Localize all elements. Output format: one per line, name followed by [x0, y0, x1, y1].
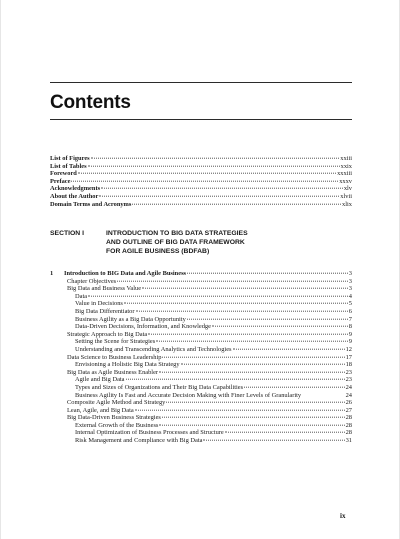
- chapter-title: Introduction to BIG Data and Agile Business: [64, 270, 187, 277]
- chapter-page: 3: [348, 270, 352, 277]
- toc-entry-label: Data Science to Business Leadership: [67, 353, 162, 361]
- chapter-number: 1: [50, 270, 54, 277]
- toc-entry-label: Domain Terms and Acronyms: [50, 200, 132, 208]
- leader-dots: [124, 303, 348, 304]
- toc-entry[interactable]: [50, 331, 352, 339]
- toc-entry-page: xlix: [342, 200, 352, 208]
- toc-entry-page: 26: [345, 399, 352, 407]
- toc-entry[interactable]: [50, 185, 352, 193]
- chapter-entry[interactable]: [50, 270, 352, 278]
- section-title: [106, 229, 352, 257]
- toc-entry-page: 3: [348, 277, 352, 285]
- title-rule: [50, 119, 352, 120]
- leader-dots: [142, 288, 348, 289]
- toc-entry-page: 24: [345, 391, 352, 399]
- leader-dots: [71, 180, 338, 181]
- leader-dots: [126, 379, 345, 380]
- leader-dots: [203, 440, 344, 441]
- toc-entry-page: 31: [345, 437, 352, 445]
- toc-entry-label: Setting the Scene for Strategies: [75, 338, 156, 346]
- toc-entry-label: Types and Sizes of Organizations and Their Big Data Capabilities: [75, 383, 244, 391]
- toc-entry-label: Strategic Approach to Big Data: [67, 330, 148, 338]
- toc-entry-page: 28: [345, 421, 352, 429]
- toc-entry-page: 5: [348, 300, 352, 308]
- toc-entry-label: Lean, Agile, and Big Data: [67, 406, 134, 414]
- leader-dots: [88, 165, 340, 166]
- toc-entry-page: 23: [345, 376, 352, 384]
- toc-entry-page: 4: [348, 292, 352, 300]
- toc-entry[interactable]: [50, 285, 352, 293]
- toc-entry-label: About the Author: [50, 192, 99, 200]
- toc-entry-label: Acknowledgments: [50, 185, 101, 193]
- leader-dots: [166, 402, 344, 403]
- toc-entry[interactable]: [50, 354, 352, 362]
- toc-entry[interactable]: [50, 369, 352, 377]
- toc-entry-page: 17: [345, 353, 352, 361]
- toc-entry-page: 9: [348, 338, 352, 346]
- toc-entry-page: 18: [345, 361, 352, 369]
- toc-entry-page: 24: [345, 383, 352, 391]
- leader-dots: [187, 273, 348, 274]
- toc-entry-label: List of Tables: [50, 162, 87, 170]
- toc-entry[interactable]: [50, 414, 352, 422]
- leader-dots: [162, 356, 344, 357]
- section-heading: [50, 229, 352, 257]
- toc-entry[interactable]: [50, 155, 352, 163]
- leader-dots: [117, 280, 348, 281]
- toc-entry-page: 27: [345, 406, 352, 414]
- toc-entry-label: Understanding and Transcending Analytics and Technologies: [75, 345, 232, 353]
- toc-entry[interactable]: [50, 346, 352, 354]
- toc-entry-page: 3: [348, 285, 352, 293]
- toc-entry-page: xlv: [343, 185, 352, 193]
- toc-entry-label: Business Agility Is Fast and Accurate Decision Making with Finer Levels of Granularity: [75, 391, 302, 399]
- toc-entry[interactable]: [50, 376, 352, 384]
- toc-entry-label: Data-Driven Decisions, Information, and Knowledge: [75, 323, 211, 331]
- chapter-subentries: [50, 278, 352, 445]
- toc-entry-label: Data: [75, 292, 88, 300]
- leader-dots: [156, 341, 348, 342]
- leader-dots: [135, 409, 345, 410]
- leader-dots: [91, 158, 340, 159]
- toc-entry-page: xxix: [340, 162, 352, 170]
- section-title-line: FOR AGILE BUSINESS (BDFAB): [106, 248, 210, 256]
- toc-entry[interactable]: [50, 278, 352, 286]
- toc-entry-label: Value in Decisions: [75, 300, 123, 308]
- top-rule: [50, 82, 352, 83]
- page-folio: ix: [340, 512, 346, 520]
- leader-dots: [225, 432, 345, 433]
- toc-entry[interactable]: [50, 308, 352, 316]
- toc-entry[interactable]: [50, 170, 352, 178]
- toc-entry-label: Preface: [50, 177, 71, 185]
- section-number: SECTION I: [50, 230, 84, 237]
- toc-entry-label: Composite Agile Method and Strategy: [67, 399, 166, 407]
- section-title-line: AND OUTLINE OF BIG DATA FRAMEWORK: [106, 239, 245, 247]
- leader-dots: [101, 188, 343, 189]
- toc-entry[interactable]: [50, 201, 352, 209]
- page-title: Contents: [50, 92, 131, 113]
- toc-entry-page: 23: [345, 368, 352, 376]
- toc-entry[interactable]: [50, 293, 352, 301]
- toc-entry-label: Foreword: [50, 170, 77, 178]
- toc-entry[interactable]: [50, 399, 352, 407]
- leader-dots: [148, 333, 348, 334]
- toc-entry-page: xxxv: [339, 177, 352, 185]
- toc-entry-label: Big Data as Agile Business Enabler: [67, 368, 159, 376]
- toc-entry-label: Business Agility as a Big Data Opportunity: [75, 315, 186, 323]
- toc-entry[interactable]: [50, 429, 352, 437]
- toc-entry-page: 28: [345, 429, 352, 437]
- leader-dots: [159, 425, 344, 426]
- toc-entry[interactable]: [50, 407, 352, 415]
- leader-dots: [244, 387, 345, 388]
- toc-entry[interactable]: [50, 338, 352, 346]
- toc-entry-label: Envisioning a Holistic Big Data Strategy: [75, 361, 180, 369]
- toc-entry[interactable]: [50, 361, 352, 369]
- toc-entry-page: 6: [348, 307, 352, 315]
- leader-dots: [233, 349, 345, 350]
- leader-dots: [88, 295, 348, 296]
- toc-entry-page: 7: [348, 315, 352, 323]
- leader-dots: [136, 311, 348, 312]
- toc-entry-page: 12: [345, 345, 352, 353]
- toc-entry-page: xxxiii: [337, 170, 352, 178]
- toc-entry-label: Big Data and Business Value: [67, 285, 142, 293]
- toc-entry[interactable]: [50, 193, 352, 201]
- toc-entry[interactable]: [50, 384, 352, 392]
- toc-entry-label: Big Data Differentiator: [75, 307, 135, 315]
- toc-entry-page: xxiii: [340, 155, 352, 162]
- toc-entry-page: 8: [348, 323, 352, 331]
- toc-entry-page: 9: [348, 330, 352, 338]
- toc-entry-label: Internal Optimization of Business Processes and Structure: [75, 429, 224, 437]
- leader-dots: [212, 326, 348, 327]
- toc-entry[interactable]: [50, 422, 352, 430]
- toc-entry-label: Big Data-Driven Business Strategies: [67, 414, 161, 422]
- front-matter-list: [50, 155, 352, 208]
- leader-dots: [187, 318, 348, 319]
- toc-entry-label: Risk Management and Compliance with Big Data: [75, 437, 203, 445]
- toc-entry[interactable]: [50, 300, 352, 308]
- toc-entry[interactable]: [50, 316, 352, 324]
- toc-entry-label: List of Figures: [50, 155, 90, 162]
- toc-entry-label: External Growth of the Business: [75, 421, 159, 429]
- section-title-line: INTRODUCTION TO BIG DATA STRATEGIES: [106, 230, 248, 237]
- leader-dots: [78, 173, 336, 174]
- toc-entry-label: Agile and Big Data: [75, 376, 125, 384]
- chapter-list: [50, 270, 352, 445]
- toc-entry[interactable]: [50, 323, 352, 331]
- leader-dots: [132, 203, 341, 204]
- leader-dots: [159, 371, 345, 372]
- leader-dots: [181, 364, 345, 365]
- toc-entry[interactable]: [50, 163, 352, 171]
- toc-entry-page: 28: [345, 414, 352, 422]
- leader-dots: [99, 196, 339, 197]
- toc-entry[interactable]: [50, 392, 352, 400]
- leader-dots: [162, 417, 345, 418]
- toc-entry[interactable]: [50, 437, 352, 445]
- toc-entry[interactable]: [50, 178, 352, 186]
- toc-entry-page: xlvii: [340, 192, 352, 200]
- toc-entry-label: Chapter Objectives: [67, 277, 117, 285]
